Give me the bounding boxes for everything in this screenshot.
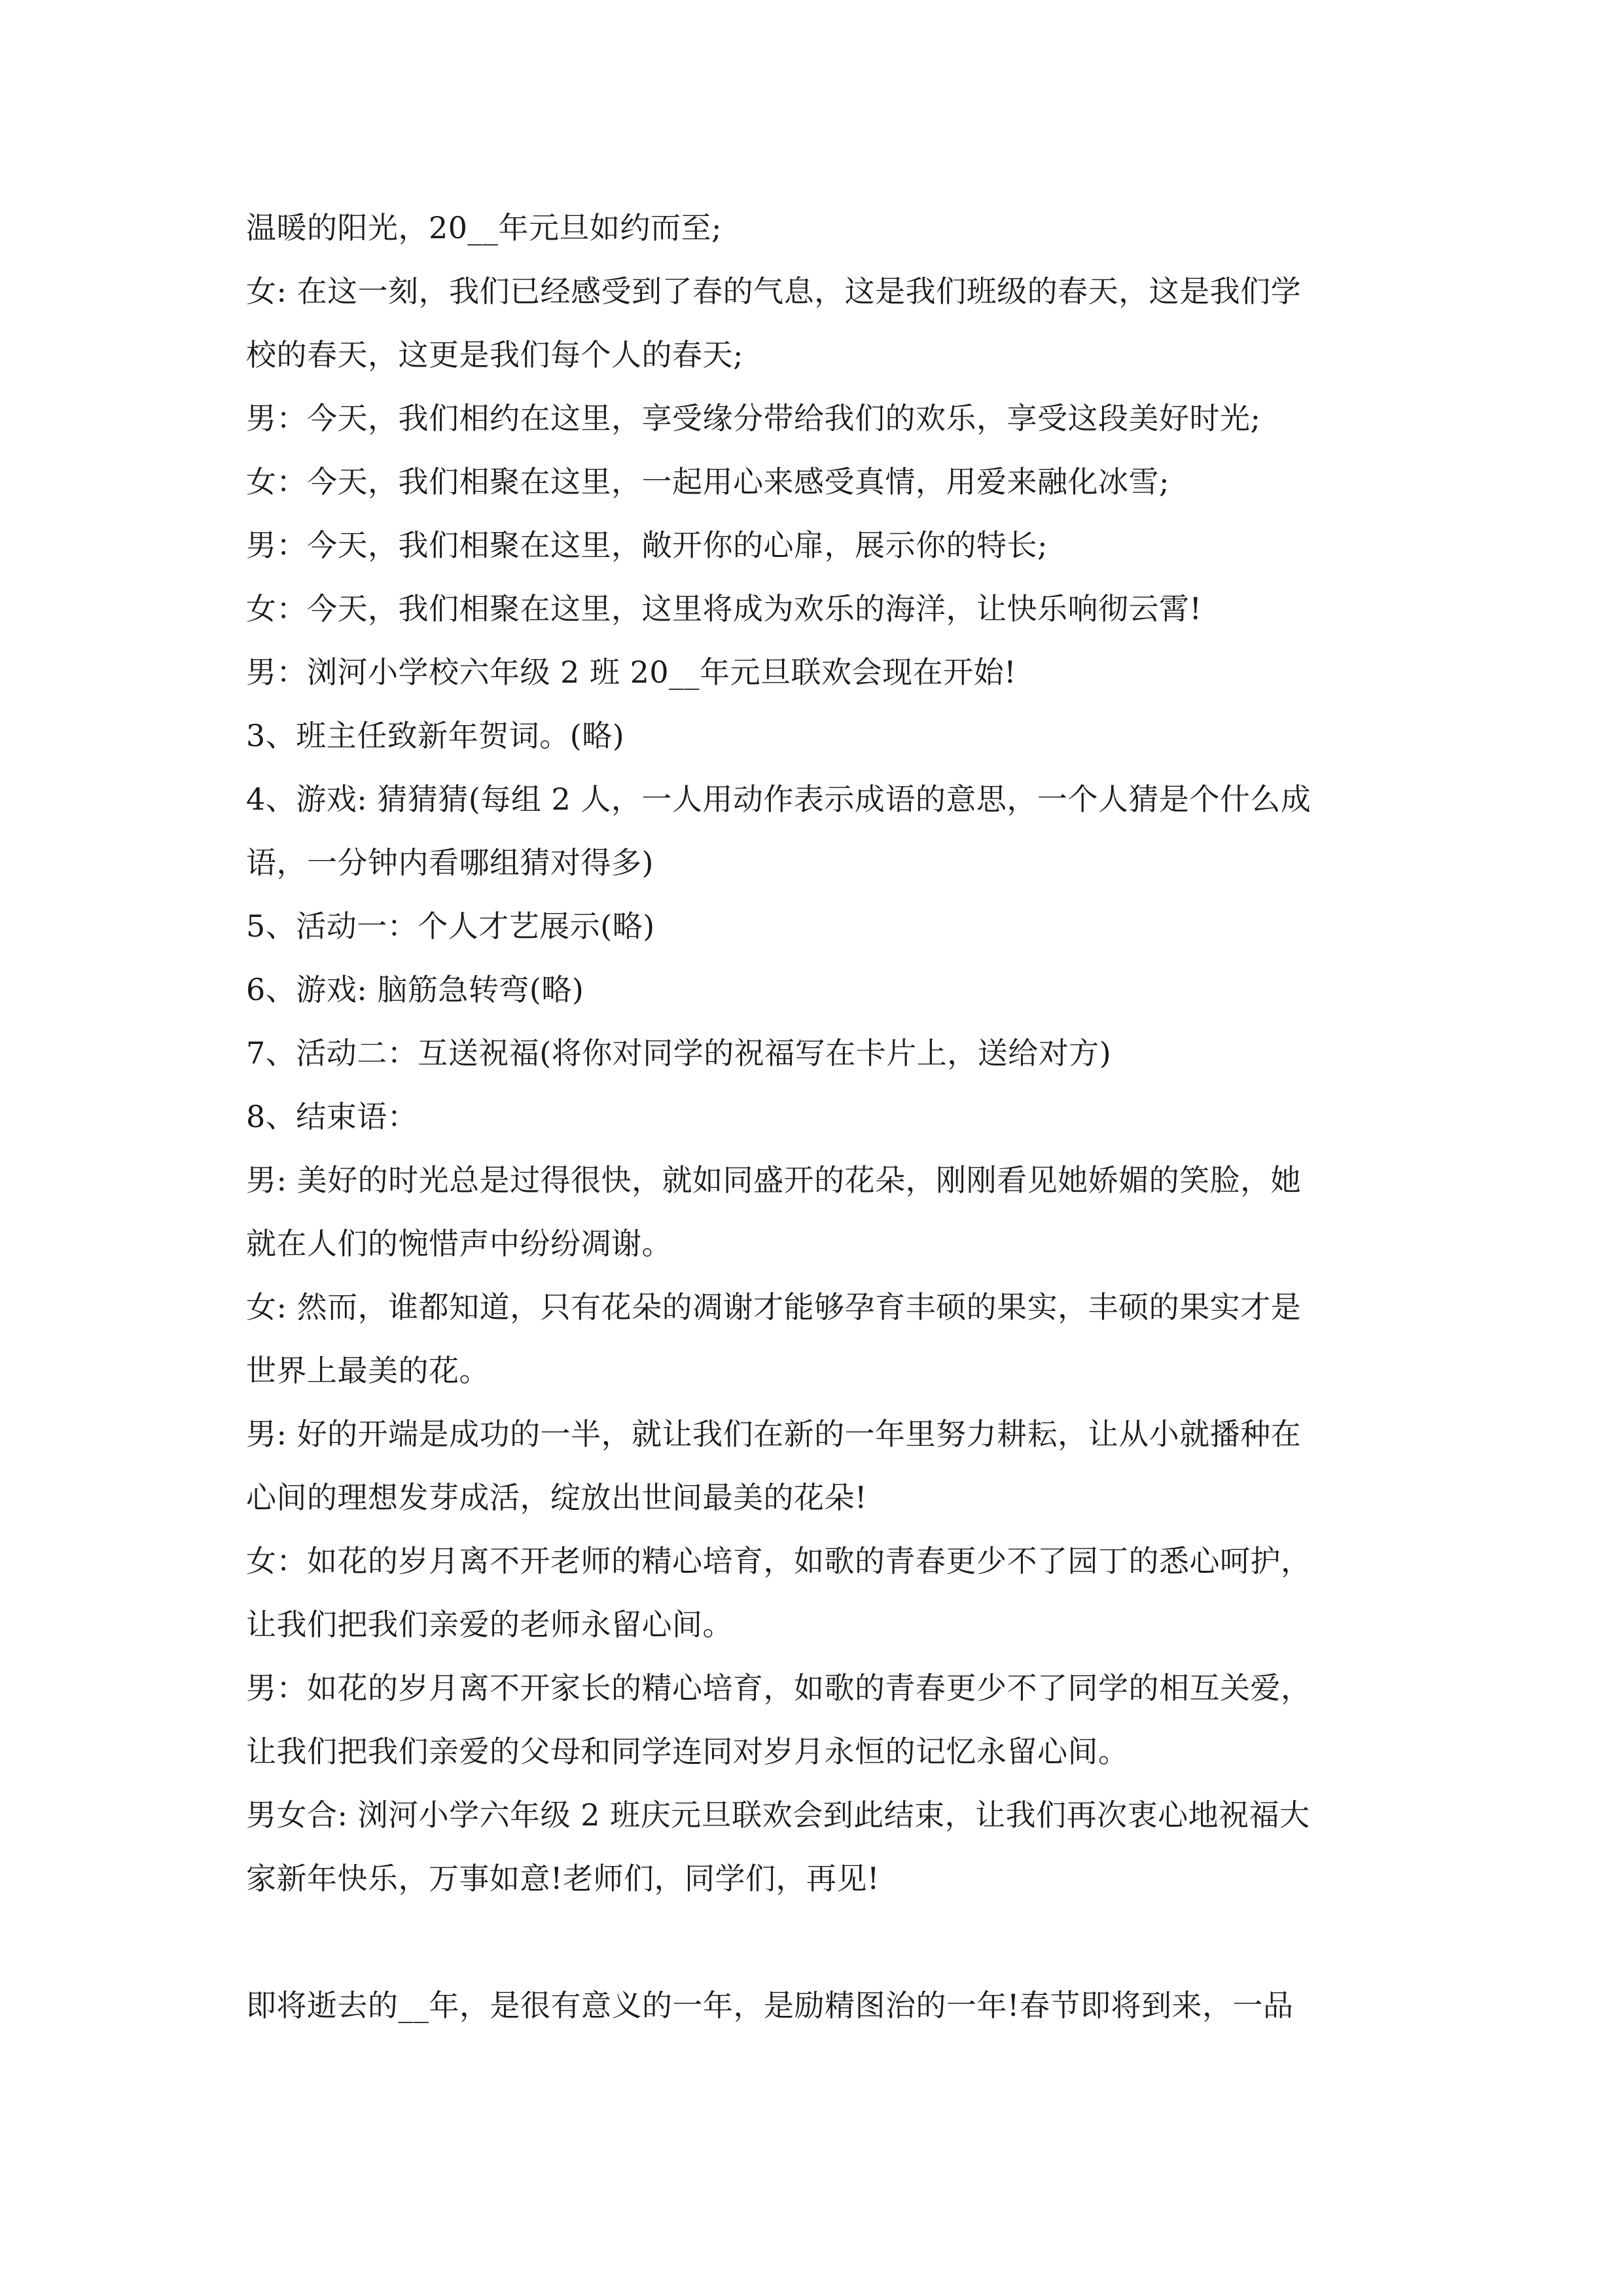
text-line: 男：浏河小学校六年级 2 班 20__年元旦联欢会现在开始! — [246, 655, 1017, 690]
text-line: 女：今天，我们相聚在这里，一起用心来感受真情，用爱来融化冰雪; — [246, 464, 1169, 499]
document-body — [246, 196, 1385, 2037]
text-line: 女: 在这一刻，我们已经感受到了春的气息，这是我们班级的春天，这是我们学 — [246, 274, 1302, 309]
text-line: 世界上最美的花。 — [246, 1353, 490, 1388]
text-line: 5、活动一：个人才艺展示(略) — [246, 908, 655, 944]
text-line: 3、班主任致新年贺词。(略) — [246, 718, 625, 753]
text-line: 男：如花的岁月离不开家长的精心培育，如歌的青春更少不了同学的相互关爱， — [246, 1670, 1311, 1706]
text-line: 心间的理想发芽成活，绽放出世间最美的花朵! — [246, 1480, 867, 1515]
text-line: 就在人们的惋惜声中纷纷凋谢。 — [246, 1226, 672, 1261]
text-line: 男：今天，我们相聚在这里，敞开你的心扉，展示你的特长; — [246, 528, 1048, 563]
text-line: 让我们把我们亲爱的父母和同学连同对岁月永恒的记忆永留心间。 — [246, 1734, 1129, 1769]
final-paragraph-line: 即将逝去的__年，是很有意义的一年，是励精图治的一年!春节即将到来，一品 — [246, 1988, 1294, 2023]
text-line: 6、游戏: 脑筋急转弯(略) — [246, 972, 584, 1007]
text-line: 女: 然而，谁都知道，只有花朵的凋谢才能够孕育丰硕的果实，丰硕的果实才是 — [246, 1289, 1302, 1325]
text-line: 男: 好的开端是成功的一半，就让我们在新的一年里努力耕耘，让从小就播种在 — [246, 1416, 1302, 1452]
text-line: 女：如花的岁月离不开老师的精心培育，如歌的青春更少不了园丁的悉心呵护， — [246, 1543, 1311, 1579]
text-line: 4、游戏: 猜猜猜(每组 2 人，一人用动作表示成语的意思，一个人猜是个什么成 — [246, 781, 1311, 817]
text-line: 男：今天，我们相约在这里，享受缘分带给我们的欢乐，享受这段美好时光; — [246, 401, 1261, 436]
text-line: 语，一分钟内看哪组猜对得多) — [246, 845, 654, 880]
paragraph-gap — [246, 1910, 1385, 1974]
text-line: 家新年快乐，万事如意!老师们，同学们，再见! — [246, 1861, 880, 1896]
text-line: 男: 美好的时光总是过得很快，就如同盛开的花朵，刚刚看见她娇媚的笑脸，她 — [246, 1162, 1302, 1198]
text-line: 女：今天，我们相聚在这里，这里将成为欢乐的海洋，让快乐响彻云霄! — [246, 591, 1202, 626]
text-line: 男女合: 浏河小学六年级 2 班庆元旦联欢会到此结束，让我们再次衷心地祝福大 — [246, 1797, 1310, 1833]
text-line: 让我们把我们亲爱的老师永留心间。 — [246, 1607, 733, 1642]
text-line: 7、活动二：互送祝福(将你对同学的祝福写在卡片上，送给对方) — [246, 1035, 1112, 1071]
text-line: 温暖的阳光，20__年元旦如约而至; — [246, 210, 722, 245]
text-line: 校的春天，这更是我们每个人的春天; — [246, 337, 743, 372]
text-line: 8、结束语： — [246, 1099, 418, 1134]
